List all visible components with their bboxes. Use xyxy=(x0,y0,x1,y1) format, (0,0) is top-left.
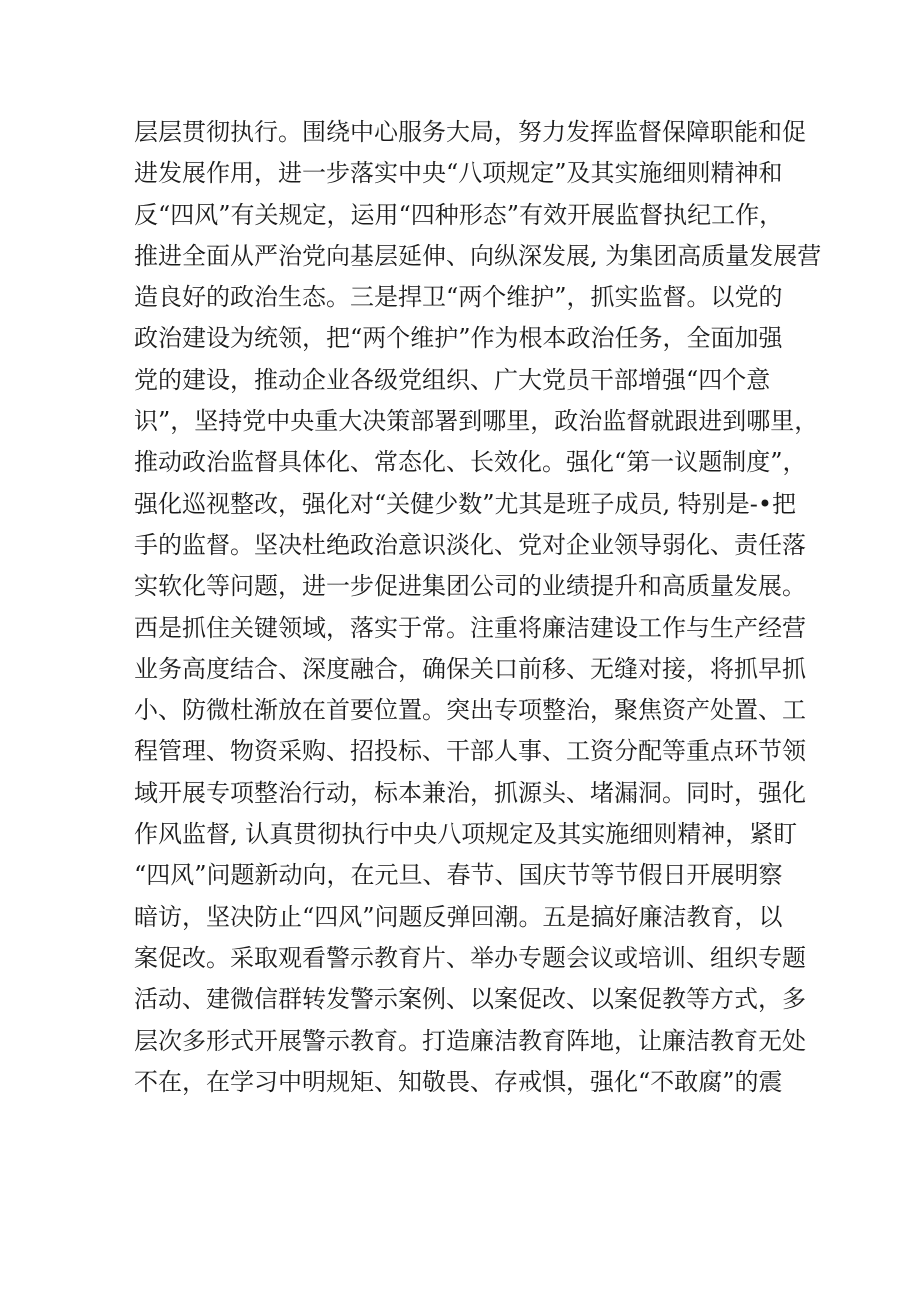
text-line: 活动、建微信群转发警示案例、以案促改、以案促教等方式，多 xyxy=(134,985,806,1014)
text-line: 手的监督。坚决杜绝政治意识淡化、党对企业领导弱化、责任落 xyxy=(134,530,806,559)
text-line: 政治建设为统领，把“两个维护”作为根本政治任务，全面加强 xyxy=(134,324,783,353)
text-line: 进发展作用，进一步落实中央“八项规定”及其实施细则精神和 xyxy=(134,159,783,188)
text-line: 业务高度结合、深度融合，确保关口前移、无缝对接，将抓早抓 xyxy=(134,654,806,683)
text-line: 不在，在学习中明规矩、知敬畏、存戒惧，强化“不敢腐”的震 xyxy=(134,1067,783,1096)
text-line: 强化巡视整改，强化对“关健少数”尤其是班子成员, 特别是-•把 xyxy=(134,489,797,518)
text-line: 西是抓住关键领域，落实于常。注重将廉洁建设工作与生产经营 xyxy=(134,613,806,642)
text-line: 反“四风”有关规定，运用“四种形态”有效开展监督执纪工作， xyxy=(134,200,784,229)
text-line: 推动政治监督具体化、常态化、长效化。强化“第一议题制度”， xyxy=(134,448,807,477)
text-line: 小、防微杜渐放在首要位置。突出专项整治，聚焦资产处置、工 xyxy=(134,696,806,725)
text-line: 案促改。采取观看警示教育片、举办专题会议或培训、组织专题 xyxy=(134,943,806,972)
text-line: 域开展专项整治行动，标本兼治，抓源头、堵漏洞。同时，强化 xyxy=(134,778,806,807)
text-line: 识”，坚持党中央重大决策部署到哪里，政治监督就跟进到哪里， xyxy=(134,407,819,436)
text-line: 造良好的政治生态。三是捍卫“两个维护”，抓实监督。以党的 xyxy=(134,283,783,312)
text-line: 程管理、物资采购、招投标、干部人事、工资分配等重点环节领 xyxy=(134,737,806,766)
body-text xyxy=(134,112,822,1103)
text-line: “四风”问题新动向，在元旦、春节、国庆节等节假日开展明察 xyxy=(134,861,783,890)
text-line: 作风监督, 认真贯彻执行中央八项规定及其实施细则精神，紧盯 xyxy=(134,820,798,849)
text-line: 推进全面从严治党向基层延伸、向纵深发展, 为集团高质量发展营 xyxy=(134,241,822,270)
text-line: 层次多形式开展警示教育。打造廉洁教育阵地，让廉洁教育无处 xyxy=(134,1026,806,1055)
text-line: 层层贯彻执行。围绕中心服务大局，努力发挥监督保障职能和促 xyxy=(134,118,806,146)
text-line: 实软化等问题，进一步促进集团公司的业绩提升和高质量发展。 xyxy=(134,572,806,601)
text-line: 党的建设，推动企业各级党组织、广大党员干部增强“四个意 xyxy=(134,365,771,394)
text-line: 暗访，坚决防止“四风”问题反弹回潮。五是搞好廉洁教育，以 xyxy=(134,902,783,931)
